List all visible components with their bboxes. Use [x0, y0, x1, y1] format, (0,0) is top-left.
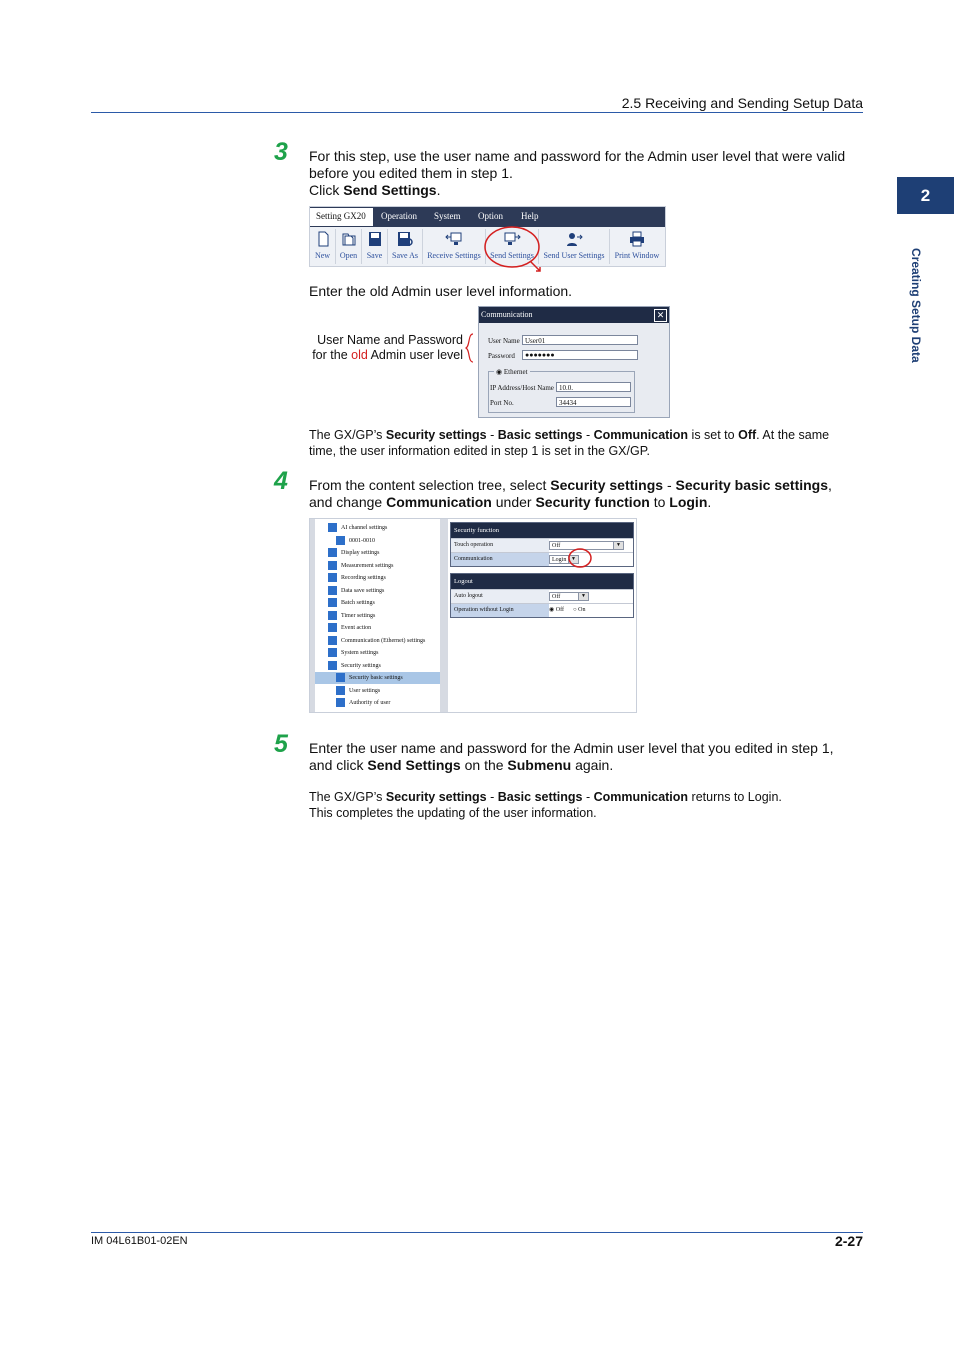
- step3-note: The GX/GP’s Security settings - Basic settings - Communication is set to Off. At the same time, the user information edited in step 1 is set in the GX/GP.: [309, 428, 830, 458]
- tree-item[interactable]: 0001-0010: [336, 535, 375, 547]
- touch-operation-row: Touch operation Off ▼: [451, 538, 633, 552]
- menu-bar: [310, 207, 665, 227]
- tree-item-selected[interactable]: Security basic settings: [315, 672, 440, 684]
- gear-icon: [328, 636, 337, 645]
- toolbar-screenshot: [309, 206, 666, 267]
- security-function-panel: Security function Touch operation Off ▼ Communication Login ▼: [450, 522, 634, 567]
- tree-item[interactable]: Recording settings: [328, 572, 386, 584]
- gear-icon: [328, 598, 337, 607]
- communication-row: Communication Login ▼: [451, 552, 633, 566]
- user-name-field[interactable]: User01: [522, 335, 638, 345]
- ethernet-radio[interactable]: ◉ Ethernet: [496, 368, 528, 376]
- user-name-label: User Name: [488, 337, 520, 345]
- tree-item[interactable]: Authority of user: [336, 697, 390, 709]
- credentials-callout: User Name and Password for the old Admin user level: [312, 333, 463, 362]
- tree-item[interactable]: Data save settings: [328, 585, 384, 597]
- send-settings-button[interactable]: Send Settings: [486, 229, 539, 264]
- section-header: 2.5 Receiving and Sending Setup Data: [621, 95, 863, 111]
- tree-item[interactable]: Measurement settings: [328, 560, 394, 572]
- step-number: 5: [274, 730, 288, 758]
- operation-without-login-row: Operation without Login ◉ Off ○ On: [451, 603, 633, 617]
- tree-item[interactable]: Batch settings: [328, 597, 375, 609]
- dropdown-arrow-icon: ▼: [613, 542, 623, 549]
- save-as-icon: [396, 231, 414, 247]
- tree-item[interactable]: Event action: [328, 622, 371, 634]
- on-radio[interactable]: ○ On: [573, 607, 586, 613]
- auto-logout-row: Auto logout Off ▼: [451, 589, 633, 603]
- menu-operation[interactable]: Operation: [381, 211, 417, 221]
- gear-icon: [328, 661, 337, 670]
- tree-item[interactable]: Display settings: [328, 547, 380, 559]
- tree-item[interactable]: Timer settings: [328, 610, 375, 622]
- off-radio[interactable]: ◉ Off: [549, 607, 564, 613]
- receive-settings-button[interactable]: Receive Settings: [423, 229, 486, 264]
- printer-icon: [628, 231, 646, 247]
- print-window-button[interactable]: Print Window: [610, 229, 664, 264]
- gear-icon: [336, 536, 345, 545]
- port-label: Port No.: [490, 399, 514, 407]
- ip-field[interactable]: 10.0.: [556, 382, 631, 392]
- page-number: 2-27: [834, 1233, 863, 1249]
- document-code: IM 04L61B01-02EN: [91, 1235, 188, 1247]
- gear-icon: [328, 573, 337, 582]
- save-icon: [366, 231, 384, 247]
- receive-settings-icon: [445, 231, 463, 247]
- splitter[interactable]: [440, 519, 448, 712]
- new-file-icon: [314, 231, 332, 247]
- communication-select[interactable]: Login ▼: [549, 555, 579, 564]
- tree-item[interactable]: AI channel settings: [328, 522, 387, 534]
- tree-item[interactable]: User settings: [336, 685, 380, 697]
- menu-option[interactable]: Option: [478, 211, 504, 221]
- send-user-settings-icon: [565, 231, 583, 247]
- chapter-tab: 2: [897, 177, 954, 214]
- footer-rule: [91, 1232, 863, 1233]
- step-number: 3: [274, 138, 288, 166]
- send-user-settings-button[interactable]: Send User Settings: [539, 229, 610, 264]
- step5-text: Enter the user name and password for the Admin user level that you edited in step 1, and click Send Settings on the Submenu again.: [309, 740, 834, 773]
- password-label: Password: [488, 352, 515, 360]
- gear-icon: [328, 548, 337, 557]
- step-number: 4: [274, 467, 288, 495]
- chapter-title-vertical: Creating Setup Data: [909, 248, 923, 363]
- callout-brace: [465, 333, 475, 363]
- highlight-circle: [567, 547, 593, 569]
- save-button[interactable]: Save: [362, 229, 388, 264]
- step3-text: For this step, use the user name and password for the Admin user level that were valid before you edited them in step 1. Click Send Settings.: [309, 148, 846, 198]
- menu-help[interactable]: Help: [521, 211, 539, 221]
- gear-icon: [336, 673, 345, 682]
- communication-dialog: [478, 306, 670, 418]
- tree-item[interactable]: System settings: [328, 647, 379, 659]
- gear-icon: [328, 561, 337, 570]
- open-file-icon: [340, 231, 358, 247]
- content-tree: [310, 519, 440, 712]
- gear-icon: [336, 698, 345, 707]
- open-button[interactable]: Open: [336, 229, 362, 264]
- save-as-button[interactable]: Save As: [388, 229, 423, 264]
- logout-panel: Logout Auto logout Off ▼ Operation without Login ◉ Off ○ On: [450, 573, 634, 618]
- password-field[interactable]: ●●●●●●●: [522, 350, 638, 360]
- gear-icon: [328, 586, 337, 595]
- touch-operation-select[interactable]: Off ▼: [549, 541, 624, 550]
- new-button[interactable]: New: [310, 229, 336, 264]
- close-icon[interactable]: ✕: [654, 309, 667, 322]
- tree-item[interactable]: Security settings: [328, 660, 381, 672]
- menu-setting-gx20[interactable]: Setting GX20: [310, 208, 373, 226]
- dropdown-arrow-icon: ▼: [568, 556, 578, 563]
- dialog-titlebar: Communication ✕: [479, 307, 669, 323]
- gear-icon: [328, 611, 337, 620]
- port-field[interactable]: 34434: [556, 397, 631, 407]
- gear-icon: [328, 648, 337, 657]
- tree-item[interactable]: Communication (Ethernet) settings: [328, 635, 425, 647]
- step3-sub-instruction: Enter the old Admin user level information.: [309, 283, 573, 299]
- highlight-circle: [484, 225, 544, 273]
- ip-label: IP Address/Host Name: [490, 384, 554, 392]
- auto-logout-select[interactable]: Off ▼: [549, 592, 589, 601]
- gear-icon: [336, 686, 345, 695]
- step4-text: From the content selection tree, select Security settings - Security basic settings, and change Communication under Security function to Login.: [309, 477, 832, 510]
- gear-icon: [328, 623, 337, 632]
- dropdown-arrow-icon: ▼: [578, 593, 588, 600]
- step5-note: The GX/GP’s Security settings - Basic settings - Communication returns to Login. This completes the updating of the user information.: [309, 790, 782, 820]
- header-rule: [91, 112, 863, 113]
- menu-system[interactable]: System: [434, 211, 461, 221]
- gear-icon: [328, 523, 337, 532]
- settings-tree-screenshot: [309, 518, 637, 713]
